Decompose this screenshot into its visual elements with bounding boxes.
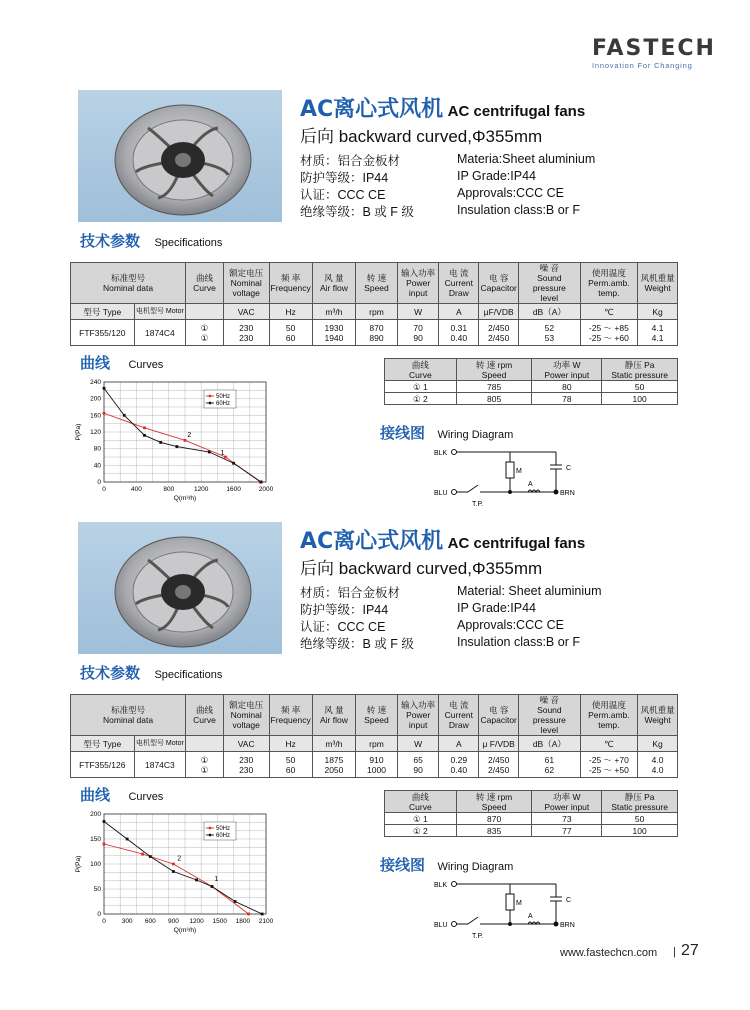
unit-cell: W [397, 736, 439, 752]
brand-name: FASTECH [592, 36, 716, 61]
airflow-value: 1875 2050 [312, 752, 355, 778]
x-tick-label: 1600 [226, 486, 241, 493]
ct-cell: ① 1 [385, 813, 457, 825]
unit-cell: ℃ [580, 736, 638, 752]
unit-cell: Kg [638, 736, 678, 752]
col-header: 风 量 Air flow [312, 263, 355, 304]
prop-cn: 认证：CCC CE [300, 620, 386, 634]
y-axis-label: P(Pa) [75, 423, 82, 441]
data-point-60Hz [234, 900, 237, 903]
prop-en: Approvals:CCC CE [457, 186, 564, 200]
props-cn [300, 153, 414, 221]
col-header: 风机重量 Weight [638, 263, 678, 304]
data-point-60Hz [126, 838, 129, 841]
curve-annotation: 2 [177, 855, 182, 863]
data-point-60Hz [123, 414, 126, 417]
col-header: 电 流 Current Draw [439, 263, 479, 304]
prop-cn: 防护等级：IP44 [300, 171, 389, 185]
footer-url[interactable]: www.fastechcn.com [560, 947, 658, 959]
wiring-title-cn: 接线图 [380, 424, 426, 442]
type-value: FTF355/126 [71, 752, 135, 778]
unit-cell: ℃ [580, 304, 638, 320]
col-header: 使用温度 Perm.amb. temp. [580, 263, 638, 304]
ct-cell: 100 [602, 393, 678, 405]
data-point-50Hz [103, 843, 106, 846]
wiring-diagram [432, 872, 582, 942]
y-tick-label: 240 [90, 379, 101, 386]
col-header: 风 量 Air flow [312, 695, 355, 736]
curve-table [384, 790, 678, 837]
y-tick-label: 40 [93, 462, 101, 470]
ct-head: 曲线 Curve [385, 359, 457, 381]
props-en [457, 151, 595, 219]
prop-cn: 防护等级：IP44 [300, 603, 389, 617]
curve-value: ① ① [186, 320, 224, 346]
unit-cell: dB（A） [519, 736, 580, 752]
col-header: 频 率 Frequency [269, 695, 312, 736]
current-value: 0.29 0.40 [439, 752, 479, 778]
x-tick-label: 2100 [258, 918, 274, 925]
title-cn: AC离心式风机 [300, 529, 444, 554]
x-axis-label: Q(m³/h) [173, 495, 197, 502]
col-header: 噪 音 Sound pressure level [519, 695, 580, 736]
data-point-60Hz [211, 885, 214, 888]
x-tick-label: 0 [102, 486, 106, 493]
col-header: 风机重量 Weight [638, 695, 678, 736]
performance-chart [72, 374, 282, 504]
power-value: 65 90 [397, 752, 439, 778]
product-subtitle: 后向 backward curved,Φ355mm [300, 127, 543, 146]
col-header: 输入功率 Power input [397, 263, 439, 304]
data-point-60Hz [103, 820, 106, 823]
spec-table [70, 262, 678, 346]
y-tick-label: 100 [90, 861, 101, 868]
label-blu: BLU [434, 490, 448, 497]
motor-value: 1874C3 [134, 752, 186, 778]
unit-cell: m³/h [312, 736, 355, 752]
y-tick-label: 200 [90, 811, 101, 818]
fan-image [78, 90, 282, 222]
unit-cell: Kg [638, 304, 678, 320]
data-point-50Hz [141, 853, 144, 856]
x-tick-label: 2000 [258, 486, 274, 493]
unit-cell: Hz [269, 304, 312, 320]
col-header: 使用温度 Perm.amb. temp. [580, 695, 638, 736]
ct-head: 曲线 Curve [385, 791, 457, 813]
prop-cn: 认证：CCC CE [300, 188, 386, 202]
prop-en: Approvals:CCC CE [457, 618, 564, 632]
voltage-value: 230 230 [223, 752, 269, 778]
wiring-diagram [432, 440, 582, 510]
capacitor-value: 2/450 2/450 [479, 752, 519, 778]
curve-table-row [385, 825, 678, 837]
ct-cell: 100 [602, 825, 678, 837]
label-a: A [528, 481, 533, 488]
unit-cell [186, 736, 224, 752]
legend-label: 50Hz [216, 394, 231, 400]
ct-head: 静压 Pa Static pressure [602, 791, 678, 813]
ct-head: 静压 Pa Static pressure [602, 359, 678, 381]
spec-header-row [71, 263, 678, 304]
data-point-50Hz [184, 439, 187, 442]
temperature-value: -25 ～ +85 -25 ～ +60 [580, 320, 638, 346]
legend-marker [209, 834, 211, 836]
curves-heading [80, 352, 163, 373]
label-blk: BLK [434, 882, 448, 889]
y-tick-label: 160 [90, 412, 101, 420]
col-header: 曲线 Curve [186, 263, 224, 304]
label-brn: BRN [560, 922, 575, 929]
curve-annotation: 1 [220, 450, 225, 457]
unit-cell: W [397, 304, 439, 320]
col-header: 频 率 Frequency [269, 263, 312, 304]
col-header: 噪 音 Sound pressure level [519, 263, 580, 304]
page-number: 27 [681, 942, 699, 959]
fan-photo [78, 90, 282, 222]
sound-value: 52 53 [519, 320, 580, 346]
voltage-value: 230 230 [223, 320, 269, 346]
ct-head: 转 速 rpm Speed [456, 791, 532, 813]
curves-title-cn: 曲线 [80, 354, 111, 372]
col-header: 转 速 Speed [356, 263, 398, 304]
ct-cell: 78 [532, 393, 602, 405]
speed-value: 910 1000 [356, 752, 398, 778]
temperature-value: -25 ～ +70 -25 ～ +50 [580, 752, 638, 778]
data-point-60Hz [103, 387, 106, 390]
weight-value: 4.0 4.0 [638, 752, 678, 778]
col-header: 额定电压 Nominal voltage [223, 263, 269, 304]
curves-title-en: Curves [128, 359, 164, 371]
curve-value: ① ① [186, 752, 224, 778]
speed-value: 870 890 [356, 320, 398, 346]
label-blk: BLK [434, 450, 448, 457]
motor-value: 1874C4 [134, 320, 186, 346]
label-motor: M [516, 468, 522, 475]
type-value: FTF355/120 [71, 320, 135, 346]
unit-cell: dB（A） [519, 304, 580, 320]
data-point-60Hz [208, 451, 211, 454]
data-point-60Hz [172, 870, 175, 873]
curve-table-row [385, 393, 678, 405]
spec-title-cn: 技术参数 [80, 232, 141, 250]
curves-title-en: Curves [128, 791, 164, 803]
current-value: 0.31 0.40 [439, 320, 479, 346]
label-brn: BRN [560, 490, 575, 497]
ct-cell: 73 [532, 813, 602, 825]
unit-cell: A [439, 304, 479, 320]
label-tp: T.P. [472, 933, 484, 940]
spec-heading [80, 662, 222, 683]
prop-cn: 材质：铝合金板材 [300, 154, 401, 168]
label-capacitor: C [566, 897, 572, 904]
product-subtitle: 后向 backward curved,Φ355mm [300, 559, 543, 578]
footer-separator: | [673, 946, 676, 958]
spec-data-row [71, 752, 678, 778]
data-point-60Hz [195, 879, 198, 882]
label-blu: BLU [434, 922, 448, 929]
fan-photo [78, 522, 282, 654]
spec-title-en: Specifications [154, 237, 223, 249]
frequency-value: 50 60 [269, 752, 312, 778]
sound-value: 61 62 [519, 752, 580, 778]
ct-cell: 785 [456, 381, 532, 393]
frequency-value: 50 60 [269, 320, 312, 346]
series-line-50Hz [104, 844, 249, 914]
label-motor: M [516, 900, 522, 907]
prop-en: IP Grade:IP44 [457, 169, 536, 183]
x-tick-label: 400 [130, 486, 142, 493]
ct-cell: 835 [456, 825, 532, 837]
ct-cell: 77 [532, 825, 602, 837]
spec-heading [80, 230, 222, 251]
motor-label: 电机型号 Motor [134, 736, 186, 752]
legend-marker [209, 827, 211, 829]
product-title [300, 92, 585, 123]
wiring-title-en: Wiring Diagram [437, 429, 514, 441]
prop-en: Material: Sheet aluminium [457, 584, 602, 598]
curve-table-row [385, 813, 678, 825]
ct-head: 功率 W Power input [532, 791, 602, 813]
title-cn: AC离心式风机 [300, 97, 444, 122]
spec-title-cn: 技术参数 [80, 664, 141, 682]
curves-heading [80, 784, 163, 805]
prop-cn: 材质：铝合金板材 [300, 586, 401, 600]
x-tick-label: 0 [102, 918, 106, 925]
unit-cell: μ F/VDB [479, 736, 519, 752]
ct-cell: ① 2 [385, 825, 457, 837]
x-axis-label: Q(m³/h) [173, 927, 197, 934]
data-point-50Hz [103, 412, 106, 415]
spec-title-en: Specifications [154, 669, 223, 681]
weight-value: 4.1 4.1 [638, 320, 678, 346]
brand-logo [592, 36, 716, 70]
col-header: 输入功率 Power input [397, 695, 439, 736]
label-capacitor: C [566, 465, 572, 472]
legend-label: 60Hz [216, 833, 231, 839]
unit-cell: rpm [356, 736, 398, 752]
y-tick-label: 80 [93, 445, 101, 453]
spec-unit-row [71, 304, 678, 320]
data-point-60Hz [232, 462, 235, 465]
ct-cell: 870 [456, 813, 532, 825]
performance-chart [72, 806, 282, 936]
col-header: 电 容 Capacitor [479, 263, 519, 304]
motor-label: 电机型号 Motor [134, 304, 186, 320]
curve-annotation: 2 [187, 432, 192, 440]
airflow-value: 1930 1940 [312, 320, 355, 346]
prop-en: Insulation class:B or F [457, 635, 580, 649]
brand-tagline: Innovation For Changing [592, 61, 693, 70]
title-en: AC centrifugal fans [447, 103, 586, 120]
curve-table-header [385, 359, 678, 381]
unit-cell: A [439, 736, 479, 752]
col-header: 电 容 Capacitor [479, 695, 519, 736]
unit-cell: VAC [223, 736, 269, 752]
data-point-60Hz [143, 434, 146, 437]
ct-cell: ① 2 [385, 393, 457, 405]
ct-cell: 50 [602, 813, 678, 825]
ct-cell: 50 [602, 381, 678, 393]
legend-label: 60Hz [216, 401, 231, 407]
props-cn [300, 585, 414, 653]
x-tick-label: 1800 [235, 918, 251, 925]
unit-cell: Hz [269, 736, 312, 752]
x-tick-label: 800 [163, 486, 175, 493]
y-tick-label: 120 [90, 429, 101, 436]
ct-head: 功率 W Power input [532, 359, 602, 381]
prop-cn: 绝缘等级：B 或 F 级 [300, 637, 414, 651]
props-en [457, 583, 602, 651]
unit-cell: μF/VDB [479, 304, 519, 320]
prop-en: Materia:Sheet aluminium [457, 152, 596, 166]
product-title [300, 524, 585, 555]
spec-data-row [71, 320, 678, 346]
prop-en: Insulation class:B or F [457, 203, 580, 217]
x-tick-label: 1500 [212, 918, 227, 925]
data-point-60Hz [149, 855, 152, 858]
y-tick-label: 0 [97, 911, 101, 918]
curve-table [384, 358, 678, 405]
x-tick-label: 1200 [193, 486, 209, 493]
label-a: A [528, 913, 533, 920]
unit-cell [186, 304, 224, 320]
x-tick-label: 300 [121, 918, 133, 925]
y-tick-label: 150 [90, 836, 101, 843]
legend-label: 50Hz [216, 826, 231, 832]
ct-cell: 80 [532, 381, 602, 393]
curves-title-cn: 曲线 [80, 786, 111, 804]
wiring-title-en: Wiring Diagram [437, 861, 514, 873]
y-tick-label: 50 [93, 886, 101, 893]
data-point-50Hz [172, 863, 175, 866]
unit-cell: m³/h [312, 304, 355, 320]
label-tp: T.P. [472, 501, 484, 508]
x-tick-label: 600 [144, 918, 156, 925]
nominal-header: 标准型号 Nominal data [71, 695, 186, 736]
col-header: 转 速 Speed [356, 695, 398, 736]
unit-cell: VAC [223, 304, 269, 320]
capacitor-value: 2/450 2/450 [479, 320, 519, 346]
y-axis-label: P(Pa) [75, 855, 82, 873]
spec-header-row [71, 695, 678, 736]
curve-table-row [385, 381, 678, 393]
ct-cell: 805 [456, 393, 532, 405]
legend-marker [209, 395, 211, 397]
fan-image [78, 522, 282, 654]
col-header: 额定电压 Nominal voltage [223, 695, 269, 736]
prop-en: IP Grade:IP44 [457, 601, 536, 615]
x-tick-label: 1200 [189, 918, 204, 925]
col-header: 曲线 Curve [186, 695, 224, 736]
curve-annotation: 1 [214, 876, 219, 883]
title-en: AC centrifugal fans [447, 535, 586, 552]
data-point-50Hz [247, 913, 250, 916]
type-label: 型号 Type [71, 736, 135, 752]
series-line-60Hz [104, 822, 262, 915]
data-point-60Hz [260, 481, 263, 484]
data-point-50Hz [143, 426, 146, 429]
wiring-title-cn: 接线图 [380, 856, 426, 874]
x-tick-label: 900 [167, 918, 179, 925]
ct-head: 转 速 rpm Speed [456, 359, 532, 381]
curve-table-header [385, 791, 678, 813]
data-point-60Hz [159, 441, 162, 444]
power-value: 70 90 [397, 320, 439, 346]
ct-cell: ① 1 [385, 381, 457, 393]
data-point-60Hz [261, 913, 264, 916]
col-header: 电 流 Current Draw [439, 695, 479, 736]
prop-cn: 绝缘等级：B 或 F 级 [300, 205, 414, 219]
legend-marker [209, 402, 211, 404]
y-tick-label: 200 [90, 395, 101, 403]
nominal-header: 标准型号 Nominal data [71, 263, 186, 304]
type-label: 型号 Type [71, 304, 135, 320]
spec-unit-row [71, 736, 678, 752]
series-line-60Hz [104, 388, 261, 482]
y-tick-label: 0 [97, 479, 101, 486]
unit-cell: rpm [356, 304, 398, 320]
data-point-60Hz [176, 445, 179, 448]
spec-table [70, 694, 678, 778]
